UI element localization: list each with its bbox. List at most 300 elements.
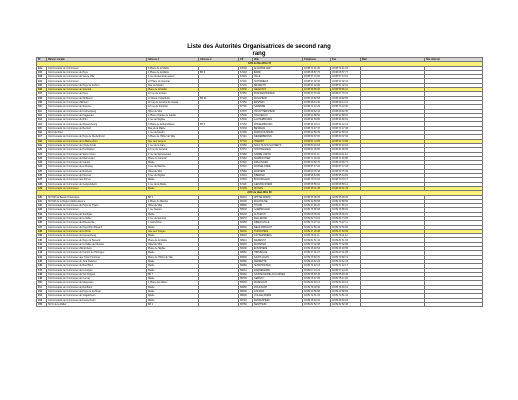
table-cell: 133 <box>37 208 47 212</box>
table-cell: 03 89 81 51 33 <box>331 238 361 242</box>
table-cell: BP 91 <box>199 96 239 100</box>
table-cell: 03 88 57 13 01 <box>331 75 361 79</box>
table-cell: Communauté de Communes de Geispolsheim <box>47 182 147 186</box>
table-cell: 120 <box>37 148 47 152</box>
table-cell: 68470 <box>239 216 253 220</box>
table-cell: 03 89 07 31 07 <box>303 251 331 255</box>
table-cell: Communauté de Communes des Trois Frontières <box>47 255 147 259</box>
table-cell: Communauté de Communes d'Erstein <box>47 100 147 104</box>
table-cell: 6 Place de la République <box>147 122 199 126</box>
table-cell: 03 89 78 03 00 <box>303 285 331 289</box>
table-cell: LAUTERBOURG <box>253 118 303 122</box>
table-cell: TURCKHEIM <box>253 229 303 233</box>
table-cell: Communauté de Communes de l'Outre-Forêt <box>47 143 147 147</box>
table-cell: Mairie <box>147 268 199 272</box>
table-cell: 123 <box>37 161 47 165</box>
table-cell: 121 <box>37 152 47 156</box>
table-cell: Communauté de Communes de la Largue <box>47 268 147 272</box>
table-cell: MUNSTER <box>253 242 303 246</box>
table-cell: Mairie <box>147 186 199 190</box>
table-cell: Communauté de Communes du Pays de Niederbronn <box>47 135 147 139</box>
table-cell: 147 <box>37 268 47 272</box>
table-cell: CERNAY <box>253 277 303 281</box>
table-cell: 03 88 71 41 00 <box>303 66 331 70</box>
table-cell: 68290 <box>239 281 253 285</box>
table-cell: 03 88 71 46 85 <box>331 156 361 160</box>
table-cell: 03 89 75 47 25 <box>303 277 331 281</box>
table-cell: Communauté de Communes de Volgelsheim <box>47 294 147 298</box>
table-cell: 67160 <box>239 122 253 126</box>
table-cell: Communauté de Communes de Ribeauvillé <box>47 221 147 225</box>
table-cell: 68000 <box>239 290 253 294</box>
table-cell: 127 <box>37 178 47 182</box>
table-cell: Communauté de Communes de Masevaux <box>47 281 147 285</box>
table-cell: 03 89 82 40 13 <box>303 281 331 285</box>
table-cell: 1 Place des Alliés <box>147 281 199 285</box>
table-cell: Mairie <box>147 225 199 229</box>
table-cell: 12 rue du Zornthal <box>147 105 199 109</box>
table-cell: 03 89 82 74 64 <box>303 216 331 220</box>
table-cell: Communauté de Communes de Marmoutier <box>47 156 147 160</box>
table-cell: 68480 <box>239 259 253 263</box>
table-cell: Rue des Vosges <box>147 229 199 233</box>
table-cell: 68740 <box>239 298 253 302</box>
table-cell: 101 <box>37 66 47 70</box>
table-cell: 112 <box>37 113 47 117</box>
table-cell: 03 88 90 68 50 <box>303 113 331 117</box>
table-cell: Place de l'Eglise <box>147 247 199 251</box>
table-cell: 03 89 27 18 08 <box>303 229 331 233</box>
table-cell: 03 88 57 13 00 <box>303 75 331 79</box>
table-cell: Hôtel de Ville <box>147 109 199 113</box>
table-cell: COLMAR <box>253 290 303 294</box>
table-cell: 03 88 80 37 01 <box>331 135 361 139</box>
table-cell: DANNEMARIE <box>253 268 303 272</box>
table-cell: 113 <box>37 118 47 122</box>
table-cell: 68600 <box>239 225 253 229</box>
table-cell: Mairie <box>147 285 199 289</box>
table-cell: HIRSINGUE <box>253 251 303 255</box>
table-cell: 03 89 78 11 12 <box>331 234 361 238</box>
table-cell: 1 Place de la Mairie <box>147 70 199 74</box>
table-cell: RIBEAUVILLE <box>253 221 303 225</box>
table-cell: 03 89 26 49 54 <box>303 247 331 251</box>
table-cell: 148 <box>37 272 47 276</box>
table-body <box>37 62 483 307</box>
table-cell: 6 rue du Marché <box>147 165 199 169</box>
table-cell: 68210 <box>239 268 253 272</box>
table-cell: 03 89 71 42 17 <box>331 264 361 268</box>
table-cell: VILLE <box>253 75 303 79</box>
table-cell: Communauté de Communes de la Mossig <box>47 165 147 169</box>
table-cell: 03 89 40 42 23 <box>331 259 361 263</box>
table-cell: 03 88 71 41 01 <box>331 66 361 70</box>
table-cell: OBERNAI <box>253 174 303 178</box>
table-cell: 03 89 77 32 99 <box>331 242 361 246</box>
table-cell: 03 89 78 03 01 <box>331 285 361 289</box>
table-cell: 67630 <box>239 118 253 122</box>
table-cell: ALLENWILLER <box>253 66 303 70</box>
table-cell: 67118 <box>239 182 253 186</box>
table-cell: BP 1 <box>147 302 199 306</box>
table-cell: MARCKOLSHEIM <box>253 131 303 135</box>
table-cell: 03 89 37 96 21 <box>331 204 361 208</box>
table-cell: 67210 <box>239 174 253 178</box>
table-cell <box>199 302 239 306</box>
table-cell: Communauté de Communes du Kochersberg <box>47 109 147 113</box>
table-cell: 03 89 73 27 11 <box>331 221 361 225</box>
table-cell: 67330 <box>239 178 253 182</box>
table-cell: Communauté de Communes du Piémont <box>47 174 147 178</box>
table-cell: 149 <box>37 277 47 281</box>
table-cell: Place de la Mairie <box>147 88 199 92</box>
table-cell: 12 rue de la Gare <box>147 92 199 96</box>
column-header: Ville <box>253 58 303 62</box>
table-cell: 23 Place du Général <box>147 79 199 83</box>
table-cell: SIVU du Ried <box>47 131 147 135</box>
section-label: AOS du Bas-Rhin 67 <box>37 62 483 66</box>
table-cell: FESSENHEIM <box>253 298 303 302</box>
table-cell: 67140 <box>239 70 253 74</box>
table-cell: Communauté de Communes de Molsheim <box>47 96 147 100</box>
table-cell: 132 <box>37 204 47 208</box>
table-cell: SCHIRMECK <box>253 79 303 83</box>
table-cell: Communauté de Communes de Cernay <box>47 277 147 281</box>
table-cell: 108 <box>37 96 47 100</box>
table-cell: 03 89 32 58 58 <box>303 199 331 203</box>
table-cell: 126 <box>37 174 47 178</box>
table-cell: HOERDT <box>253 139 303 143</box>
document-title-line1: Liste des Autorités Organisatrices de second rang <box>187 44 331 50</box>
table-cell: Mairie <box>147 277 199 281</box>
table-cell: 106 <box>37 88 47 92</box>
table-cell: 03 89 70 90 70 <box>303 255 331 259</box>
table-cell: 03 89 72 56 49 <box>303 225 331 229</box>
table-cell: 102 <box>37 70 47 74</box>
table-cell: 1 rue de la Gare <box>147 143 199 147</box>
table-cell: 03 88 94 80 80 <box>303 118 331 122</box>
table-cell: 03 89 72 56 50 <box>331 225 361 229</box>
table-cell: 68100 <box>239 199 253 203</box>
table-cell: 140 <box>37 238 47 242</box>
table-cell: 5 Place de la Mairie <box>147 66 199 70</box>
table-cell: 03 88 95 64 80 <box>303 174 331 178</box>
table-cell: BENFELD <box>253 126 303 130</box>
table-cell: 43 rue du Général <box>147 148 199 152</box>
table-cell: SIERENTZ <box>253 238 303 242</box>
table-cell: 68250 <box>239 285 253 289</box>
table-cell: 68150 <box>239 221 253 225</box>
table-cell: Hôtel de Ville <box>147 169 199 173</box>
table-cell: Communauté de Communes du Pays Rhin-Brisach <box>47 225 147 229</box>
table-cell: BP 1 <box>147 195 199 199</box>
table-cell: SAINTE-MARIE-AUX-MINES <box>253 272 303 276</box>
table-cell: 03 88 00 11 11 <box>303 152 331 156</box>
table-cell: 68240 <box>239 234 253 238</box>
table-cell: 2 rue de Sarrewerden <box>147 152 199 156</box>
table-cell: 68500 <box>239 208 253 212</box>
table-cell: BOUXWILLER <box>253 178 303 182</box>
table-cell: Communauté de Communes <box>47 186 147 190</box>
table-cell: 03 89 55 08 25 <box>303 195 331 199</box>
table-cell: 03 89 07 24 25 <box>331 268 361 272</box>
table-cell: 03 88 71 46 84 <box>303 156 331 160</box>
table-cell: 68510 <box>239 238 253 242</box>
column-header: Adresse 1 <box>147 58 199 62</box>
table-cell: SIVU de la Doller <box>47 302 147 306</box>
table-cell: 4 Place du Marché <box>147 199 199 203</box>
table-cell: 03 89 58 83 45 <box>303 272 331 276</box>
table-cell: 03 89 75 47 26 <box>331 277 361 281</box>
table-cell: 67370 <box>239 109 253 113</box>
table-cell: 03 88 80 40 64 <box>331 143 361 147</box>
table-cell: Hôtel de Ville <box>147 242 199 246</box>
table-cell: Mairie <box>147 290 199 294</box>
table-cell <box>361 302 425 306</box>
table-cell: Rue du Moulin <box>147 83 199 87</box>
table-cell <box>425 302 483 306</box>
table-cell: Communauté de Communes du Pays de Sierentz <box>47 238 147 242</box>
table-cell: Communauté de Communes de Wissembourg <box>47 122 147 126</box>
table-cell: 137 <box>37 225 47 229</box>
table-cell: 105 <box>37 83 47 87</box>
table-cell: 122 <box>37 156 47 160</box>
table-cell: MULHOUSE <box>253 199 303 203</box>
table-cell: Communauté de Communes de Sélestat <box>47 88 147 92</box>
table-cell: Communauté de Communes de Saverne <box>47 105 147 109</box>
table-cell: Communauté de Communes de la Vallée de Munster <box>47 242 147 246</box>
table-cell: 68560 <box>239 251 253 255</box>
table-cell: HAGUENAU <box>253 113 303 117</box>
table-cell: 68160 <box>239 272 253 276</box>
table-cell: 1 rue Nessel <box>147 208 199 212</box>
table-cell: 03 88 50 75 38 <box>303 169 331 173</box>
table-cell: 67720 <box>239 139 253 143</box>
table-cell: 5 rue de l'Eglise <box>147 174 199 178</box>
table-cell: 03 88 38 31 39 <box>331 186 361 190</box>
table-cell: 03 88 95 64 81 <box>331 174 361 178</box>
table-cell: 03 89 20 68 69 <box>331 290 361 294</box>
table-cell: 153 <box>37 294 47 298</box>
table-cell: 144 <box>37 255 47 259</box>
table-cell: 03 89 27 18 09 <box>331 229 361 233</box>
table-cell: 03 88 51 72 86 <box>331 139 361 143</box>
table-cell: 118 <box>37 139 47 143</box>
table-cell: 129 <box>37 186 47 190</box>
table-cell: Mairie <box>147 294 199 298</box>
table-cell: 68280 <box>239 264 253 268</box>
table-cell: 03 88 92 50 10 <box>331 131 361 135</box>
table-cell: ENSISHEIM <box>253 247 303 251</box>
table-cell: PFAFFENHOFFEN <box>253 92 303 96</box>
table-row <box>37 302 483 306</box>
table-cell: FERRETTE <box>253 259 303 263</box>
table-cell: 109 <box>37 100 47 104</box>
table-cell: 03 89 26 49 55 <box>331 247 361 251</box>
table-cell: 68130 <box>239 212 253 216</box>
table-cell: 68700 <box>239 277 253 281</box>
table-cell: 16 rue du Général de Gaulle <box>147 100 199 104</box>
table-cell: 135 <box>37 216 47 220</box>
table-cell: 03 89 20 68 68 <box>303 290 331 294</box>
table-cell: Communauté de Communes du Pays <box>47 70 147 74</box>
table-cell: 03 88 98 14 30 <box>303 100 331 104</box>
table-cell: Communauté de Communes de Haguenau <box>47 113 147 117</box>
table-cell: 03 88 87 17 23 <box>331 165 361 169</box>
table-cell: 03 88 51 72 85 <box>303 139 331 143</box>
table-cell: 03 88 70 70 16 <box>303 178 331 182</box>
table-cell: 03 88 69 62 35 <box>331 109 361 113</box>
table-cell: 67700 <box>239 105 253 109</box>
table-cell: 03 88 80 40 63 <box>303 143 331 147</box>
table-cell: Communauté de Communes du Val d'Argent <box>47 272 147 276</box>
table-cell: 67260 <box>239 152 253 156</box>
table-cell: Mairie <box>147 259 199 263</box>
table-cell: Communauté de Communes du Pays de la Zorn <box>47 83 147 87</box>
table-cell: THANN <box>253 204 303 208</box>
table-cell: 03 89 77 32 98 <box>303 242 331 246</box>
table-cell: 03 89 07 24 24 <box>303 268 331 272</box>
table-cell: Mairie <box>147 212 199 216</box>
table-cell: 03 88 07 70 21 <box>331 92 361 96</box>
table-cell: 03 89 73 27 10 <box>303 221 331 225</box>
table-cell: 03 88 74 47 37 <box>303 126 331 130</box>
table-cell: 03 88 91 96 56 <box>331 148 361 152</box>
table-cell: Place du Général <box>147 156 199 160</box>
table-cell: Mairie <box>147 264 199 268</box>
table-cell: Communauté de Communes du Sundgau <box>47 212 147 216</box>
table-cell: 03 88 87 17 22 <box>303 165 331 169</box>
table-cell: NIEDERBRONN <box>253 135 303 139</box>
document-title-line2: rang <box>252 51 266 57</box>
table-cell: 136 <box>37 221 47 225</box>
table-cell: 03 89 71 42 16 <box>303 264 331 268</box>
table-cell: 03 88 74 47 38 <box>331 126 361 130</box>
table-cell: 68230 <box>239 229 253 233</box>
table-cell: BRUMATH <box>253 83 303 87</box>
table-cell: 03 88 51 02 01 <box>331 83 361 87</box>
table-cell: 03 88 50 75 39 <box>331 169 361 173</box>
table-cell: 2 rue de l'Eglise <box>147 118 199 122</box>
table-cell: 03 88 94 10 12 <box>331 122 361 126</box>
table-cell: 03 88 51 02 00 <box>303 83 331 87</box>
table-cell: 67150 <box>239 100 253 104</box>
table-cell: 104 <box>37 79 47 83</box>
table-cell: Communauté de Communes de Rouffach <box>47 285 147 289</box>
table-cell: 116 <box>37 131 47 135</box>
table-cell: Communauté de Communes du Pays de la Zinsel <box>47 290 147 294</box>
table-cell: 68780 <box>239 302 253 306</box>
table-cell: 03 88 07 70 20 <box>303 92 331 96</box>
table-cell: 03 88 68 58 10 <box>303 182 331 186</box>
table-cell: Mairie <box>147 178 199 182</box>
table-cell: KAYSERSBERG <box>253 234 303 238</box>
table-cell: 03 89 48 60 03 <box>331 298 361 302</box>
table-cell: 03 88 00 11 12 <box>331 152 361 156</box>
table-cell: 1 rue du Moulin <box>147 131 199 135</box>
table-cell: 151 <box>37 285 47 289</box>
table-cell: Communauté de Communes du Val de Villé <box>47 75 147 79</box>
table-cell: Communauté de Communes du Pays <box>47 92 147 96</box>
table-cell: 03 89 82 74 65 <box>331 216 361 220</box>
table-cell: 03 88 98 14 31 <box>331 100 361 104</box>
table-cell: 67600 <box>239 88 253 92</box>
table-cell: BP 5 <box>199 122 239 126</box>
table-cell: ROSHEIM <box>253 169 303 173</box>
table-cell: FELLERING <box>253 216 303 220</box>
table-cell: Communauté de Communes du Jura Alsacien <box>47 259 147 263</box>
table-cell: ERSTEIN <box>253 100 303 104</box>
table-cell: Place de l'Hôtel de Ville <box>147 255 199 259</box>
table-cell: 67440 <box>239 156 253 160</box>
table-cell: Communauté de Communes <box>47 79 147 83</box>
table-cell: 03 88 08 57 76 <box>303 70 331 74</box>
table-cell: 67500 <box>239 113 253 117</box>
table-cell: 03 88 70 70 17 <box>331 178 361 182</box>
table-cell: 67270 <box>239 148 253 152</box>
table-cell: Communauté de Communes de la Vallée <box>47 216 147 220</box>
table-cell: MASEVAUX <box>253 281 303 285</box>
table-cell: 145 <box>37 259 47 263</box>
table-cell: 67120 <box>239 96 253 100</box>
table-cell: 03 89 81 51 32 <box>303 238 331 242</box>
table-cell: 155 <box>37 302 47 306</box>
table-cell: Communauté de Communes du Ried Brun <box>47 264 147 268</box>
table-cell: 03 89 76 85 08 <box>303 208 331 212</box>
table-cell: Communauté de Communes de Fessenheim <box>47 298 147 302</box>
column-header: Fax <box>331 58 361 62</box>
column-header: CP <box>239 58 253 62</box>
table-cell: 107 <box>37 92 47 96</box>
table-cell: 03 89 37 96 20 <box>303 204 331 208</box>
table-cell: 68140 <box>239 242 253 246</box>
table-cell: 03 89 78 11 11 <box>303 234 331 238</box>
table-cell: 03 88 69 62 34 <box>303 109 331 113</box>
table-cell: 67560 <box>239 169 253 173</box>
table-cell: Communauté de Communes de Sarre-Union <box>47 152 147 156</box>
table-cell: BP 6 <box>199 70 239 74</box>
table-cell: 03 89 08 36 00 <box>303 212 331 216</box>
table-cell: 2 rue du Général <box>147 216 199 220</box>
table-cell: 1 rue de la Mairie <box>147 182 199 186</box>
table-cell: 03 88 49 82 58 <box>303 96 331 100</box>
table-cell: 131 <box>37 199 47 203</box>
table-cell: 03 88 92 50 09 <box>303 131 331 135</box>
table-cell: 68190 <box>239 247 253 251</box>
table-cell: MUTZIG <box>253 186 303 190</box>
table-cell: 03 89 07 31 08 <box>331 251 361 255</box>
table-cell: 142 <box>37 247 47 251</box>
table-cell: 03 88 90 68 51 <box>331 113 361 117</box>
table-cell: 03 89 08 36 01 <box>331 212 361 216</box>
table-cell: BP 7 <box>147 272 199 276</box>
table-cell: Mairie <box>147 298 199 302</box>
table-cell: 03 88 68 58 11 <box>331 182 361 186</box>
table-cell: HOCHFELDEN <box>253 148 303 152</box>
table-cell: 03 89 82 52 38 <box>331 302 361 306</box>
table-cell: 114 <box>37 122 47 126</box>
table-cell: 1 Place Charles de Gaulle <box>147 113 199 117</box>
table-cell: Rue de la Mairie <box>147 126 199 130</box>
table-cell: 03 88 71 12 30 <box>331 105 361 109</box>
table-cell: DRULINGEN <box>253 161 303 165</box>
table-cell: 67250 <box>239 143 253 147</box>
table-cell: Communauté de Communes d'Ensisheim <box>47 247 147 251</box>
table-cell: 03 88 97 02 30 <box>303 79 331 83</box>
table-cell: SARRE-UNION <box>253 152 303 156</box>
table-cell: 124 <box>37 165 47 169</box>
table-cell: MOLSHEIM <box>253 96 303 100</box>
